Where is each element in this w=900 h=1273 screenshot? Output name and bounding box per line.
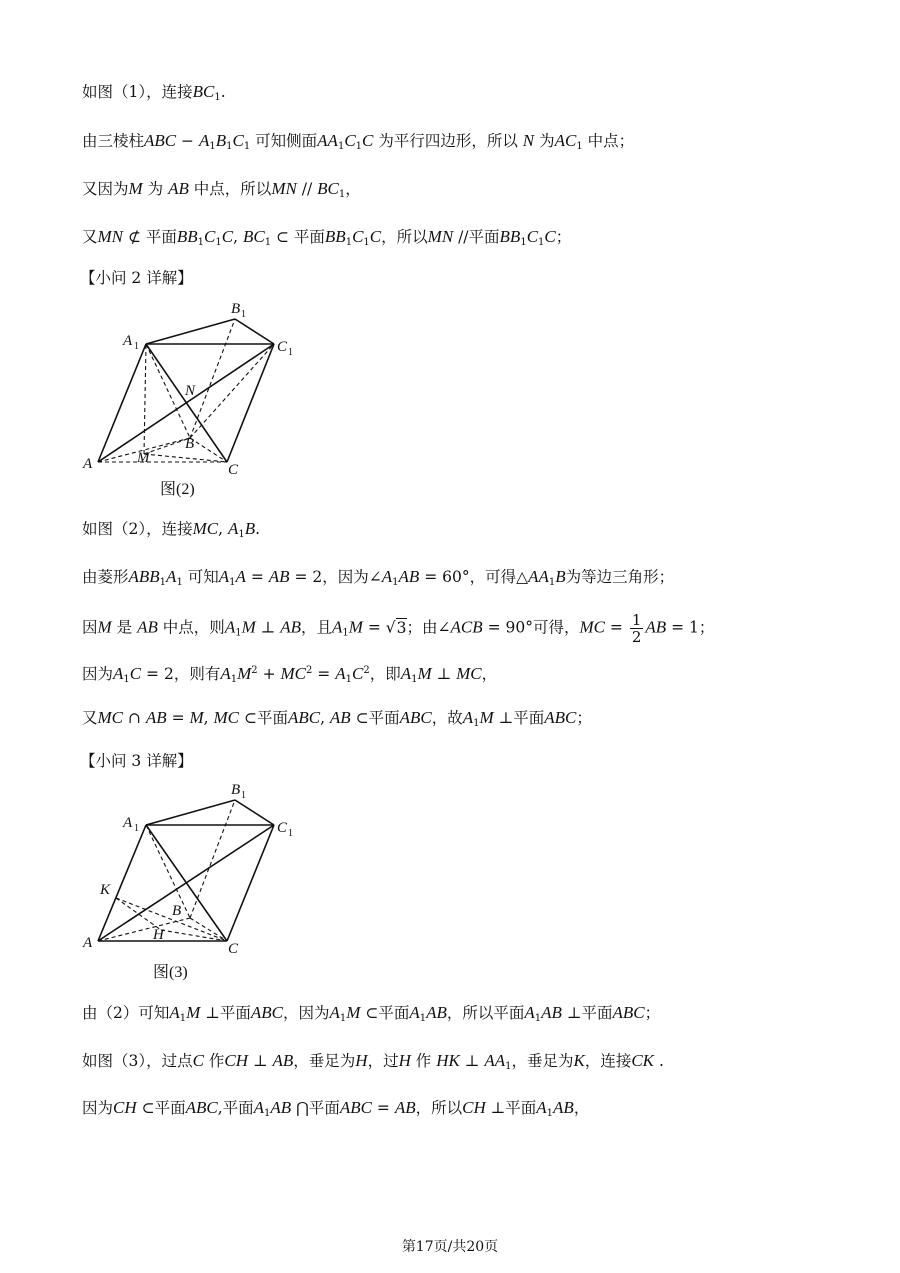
figure-2	[80, 296, 320, 501]
section-heading-2: 【小问 2 详解】	[80, 269, 193, 287]
text-line-3: 又因为M 为 AB 中点，所以MN // $BC_1$，	[82, 179, 361, 200]
svg-text:N: N	[185, 383, 196, 399]
svg-text:B: B	[185, 436, 195, 452]
text-line-6: 由菱形$ABB_1A_1$ 可知$A_1A$ = AB = 2，因为$\angle A_1AB = 60^\circ$，可得$\triangle AA_1B$为等边三角形；	[82, 567, 675, 588]
text-line-11: 如图（3），过点C 作CH ⊥ AB，垂足为H，过H 作 HK ⊥ $AA_1$，垂足为K，连接CK .	[82, 1051, 664, 1072]
figure-3-caption: 图(3)	[153, 964, 188, 981]
svg-text:H: H	[153, 927, 164, 943]
text-line-7: 因M 是 AB 中点，则$A_1M$ ⊥ AB，且$A_1M = √3$；由∠ACB = 90°可得，MC = $\frac{1}{2}$ AB = 1；	[82, 611, 715, 646]
svg-text:C: C	[228, 941, 239, 957]
svg-text:B: B	[172, 903, 182, 919]
svg-text:1: 1	[134, 341, 139, 352]
svg-text:C: C	[277, 339, 288, 355]
figure-2-caption: 图(2)	[160, 481, 195, 498]
text-line-9: 又MC ∩ AB = M, MC ⊂平面ABC, AB ⊂平面ABC，故$A_1M$ ⊥平面ABC；	[82, 708, 592, 729]
text-line-1: 如图（1），连接$BC_1$.	[82, 82, 226, 103]
svg-text:1: 1	[241, 309, 246, 320]
text-line-5: 如图（2），连接MC, $A_1B$.	[82, 519, 261, 540]
figure-3	[80, 778, 320, 988]
text-line-2: 由三棱柱ABC − $A_1B_1C_1$ 可知侧面$AA_1C_1C$ 为平行四边形，所以 N 为$AC_1$ 中点；	[82, 131, 635, 152]
text-line-12: 因为CH ⊂平面ABC,平面$A_1AB$ ⋂平面ABC = AB，所以CH ⊥平面$A_1AB$，	[82, 1098, 590, 1119]
svg-text:1: 1	[241, 790, 246, 801]
svg-text:B: B	[231, 301, 241, 317]
svg-text:K: K	[100, 882, 111, 898]
svg-text:M: M	[137, 450, 150, 466]
text-line-4: 又MN ⊄ 平面$BB_1C_1C$, $BC_1$ ⊂ 平面$BB_1C_1C$，所以MN //平面$BB_1C_1C$；	[82, 227, 572, 248]
text-line-8: 因为$A_1C = 2$，则有$A_1M^2 + MC^2 = A_1C^2$，即$A_1M$ ⊥ MC，	[82, 664, 498, 686]
svg-text:B: B	[231, 782, 241, 798]
svg-text:C: C	[228, 462, 239, 478]
text-line-10: 由（2）可知$A_1M$ ⊥平面ABC，因为$A_1M$ ⊂平面$A_1AB$，所以平面$A_1AB$ ⊥平面ABC；	[82, 1003, 661, 1024]
svg-text:C: C	[277, 820, 288, 836]
svg-text:1: 1	[134, 823, 139, 834]
svg-text:A: A	[83, 456, 93, 472]
page-footer: 第17页/共20页	[401, 1239, 499, 1255]
svg-text:A: A	[83, 935, 93, 951]
svg-text:A: A	[123, 815, 133, 831]
svg-text:A: A	[123, 333, 133, 349]
section-heading-3: 【小问 3 详解】	[80, 752, 193, 770]
svg-text:1: 1	[288, 347, 293, 358]
svg-text:1: 1	[288, 828, 293, 839]
